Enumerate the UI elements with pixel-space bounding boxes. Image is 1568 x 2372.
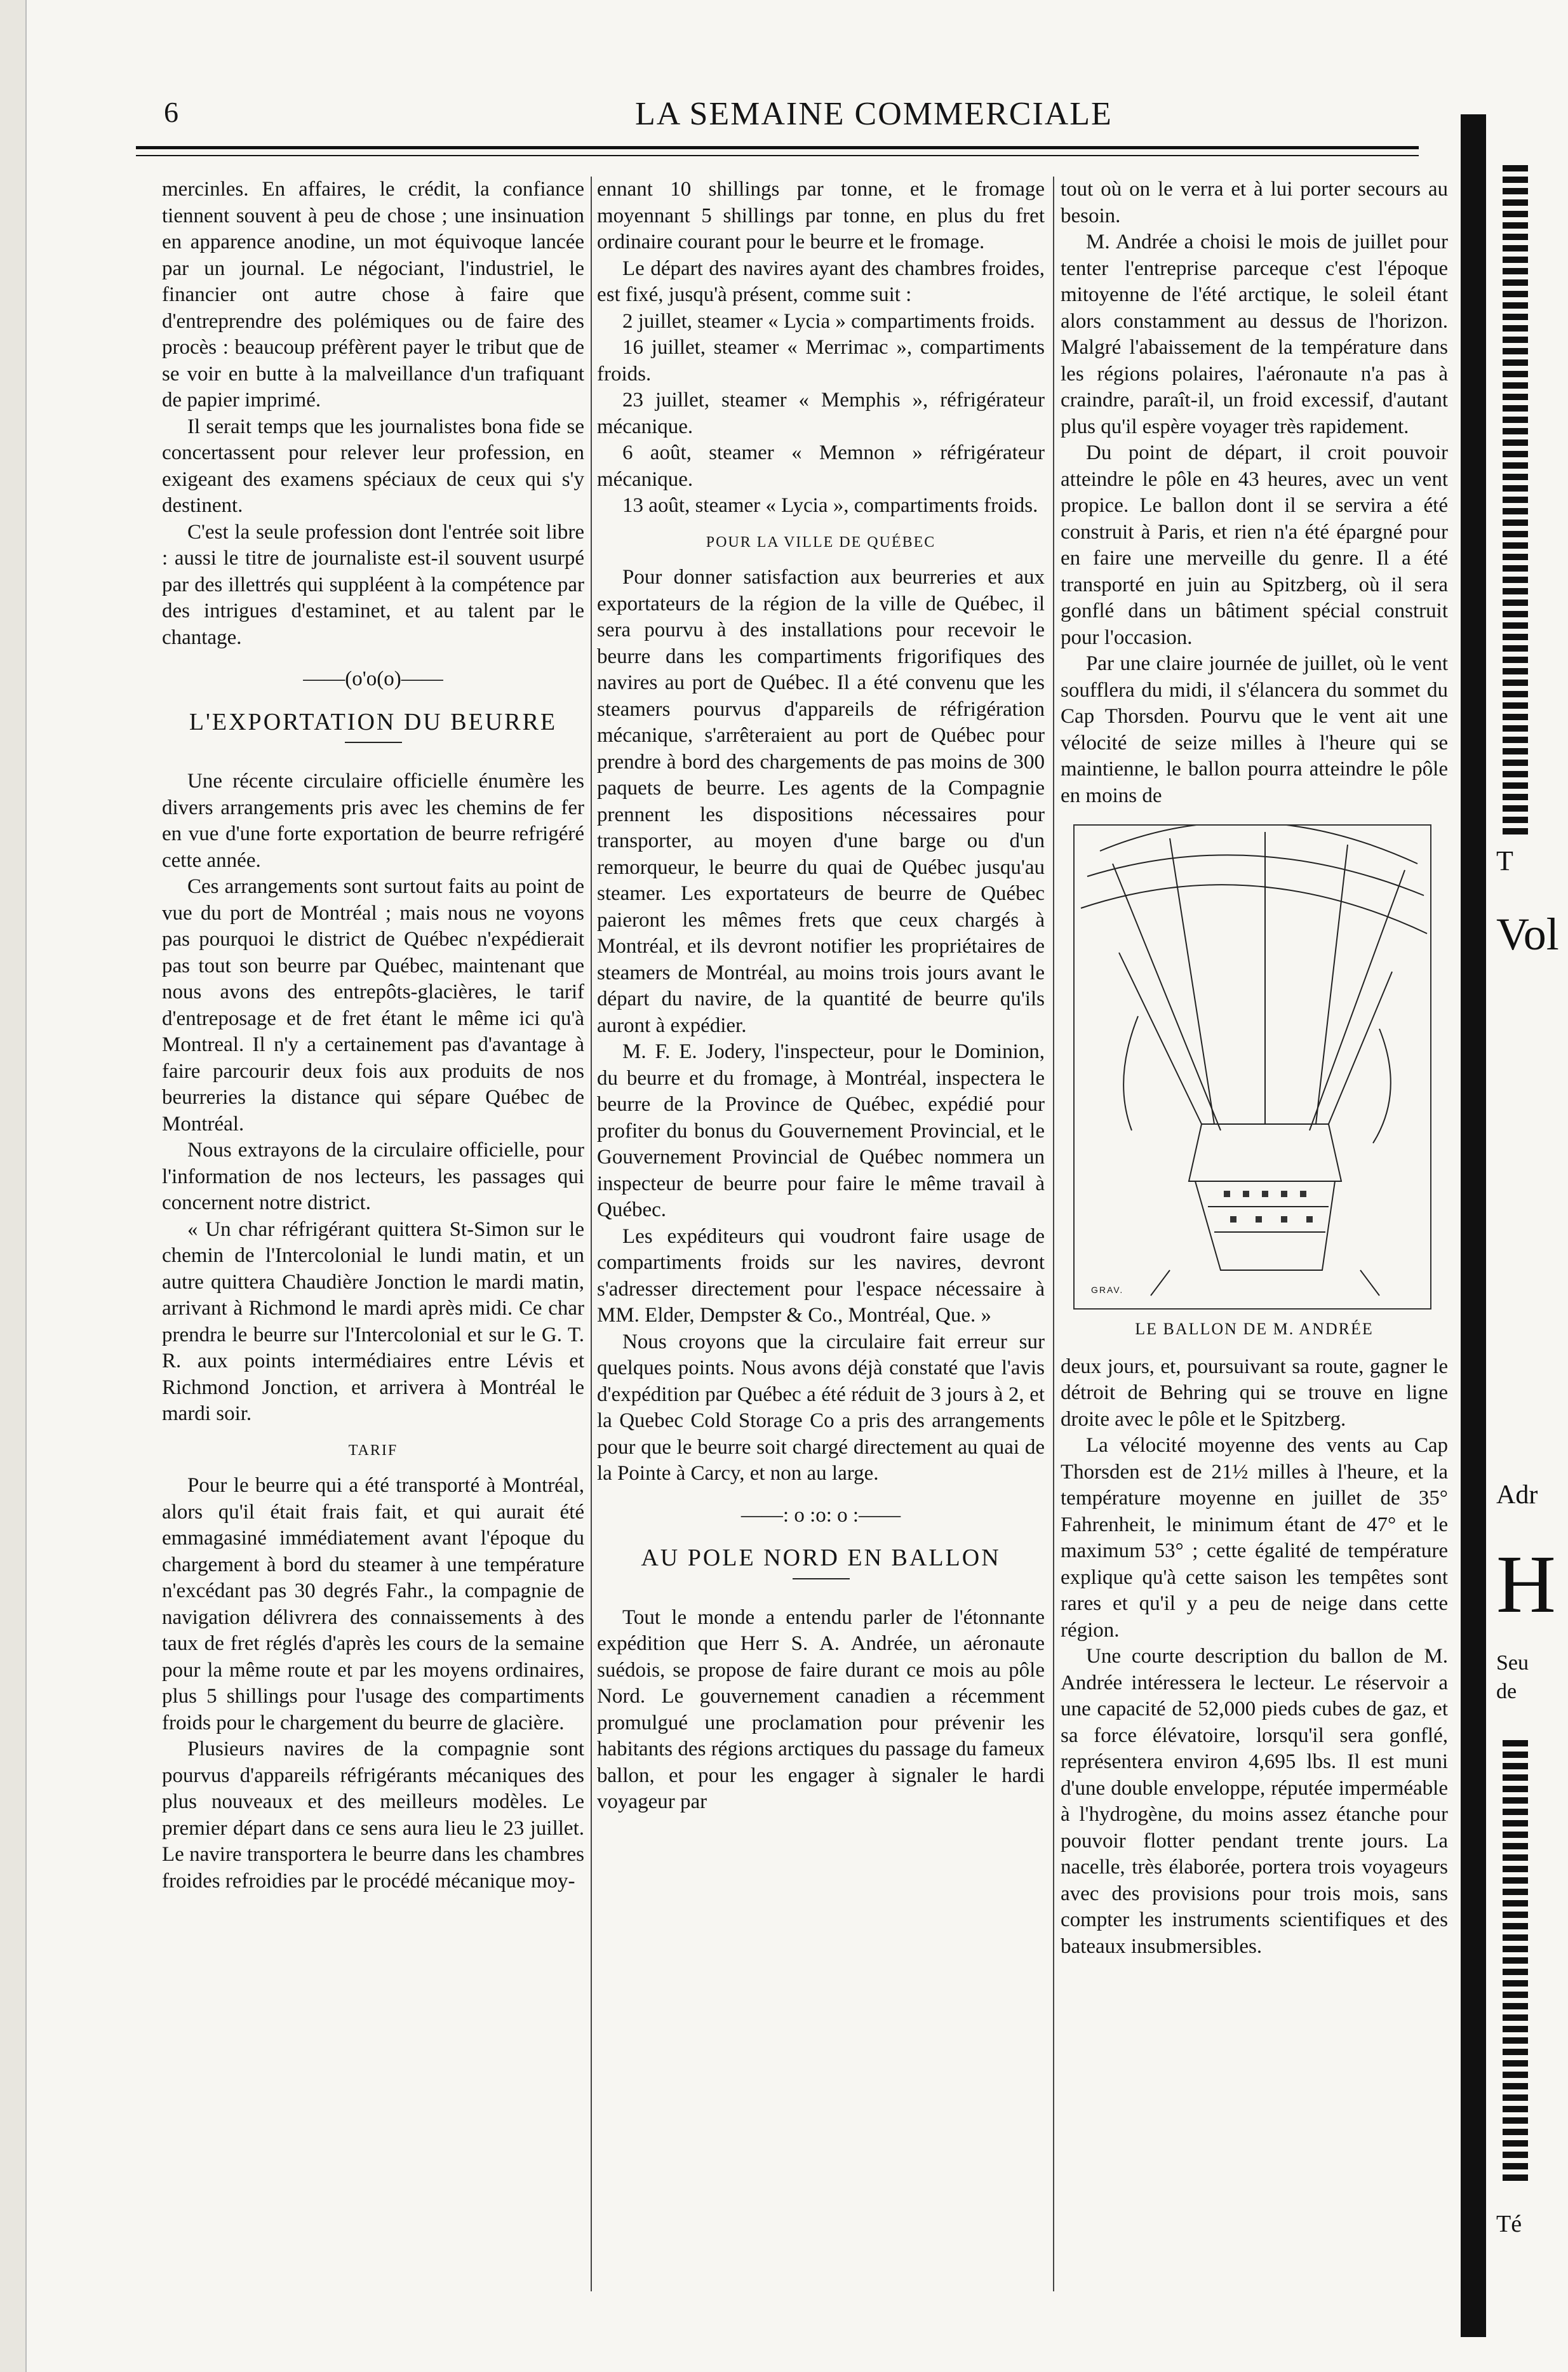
column-3: [1061, 177, 1448, 1960]
paragraph: Les expéditeurs qui voudront faire usage de compartiments froids sur les navires, devront s'adresser directement pour l'espace nécessaire à MM. Elder, Dempster & Co., Montréal, Que. »: [597, 1224, 1045, 1327]
header-rule: [136, 146, 1419, 149]
paragraph: Pour donner satisfaction aux beurreries et aux exportateurs de la région de la ville de Québec, il sera pourvu à des installations pour recevoir le beurre dans les compartiments frigorifiques des navires au port de Québec. Il a été convenu que les steamers pourvus d'appareils de réfrigération mécanique, s'arrêteraient au port de Québec pour prendre à bord des chargements de pas moins de 300 paquets de beurre. Les agents de la Compagnie prennent les dispositions nécessaires pour transporter, au moyen d'une barge ou d'un remorqueur, le beurre du quai de Québec jusqu'au steamer. Les exportateurs de beurre de Québec paieront les mêmes frets que ceux chargés à Montréal, et ils devront notifier les propriétaires de steamers de Montréal, au moins trois jours avant le départ du navire, de la quantité de beurre qu'ils auront à expédier.: [597, 566, 1045, 1037]
section-title: AU POLE NORD EN BALLON: [641, 1544, 1001, 1571]
paragraph: Pour le beurre qui a été transporté à Montréal, alors qu'il était frais fait, et qui aurait été emmagasiné immédiatement avant l'époque du chargement à bord du steamer à une température n'excédant pas 30 degrés Fahr., la compagnie de navigation délivrera des connaissements à des taux de fret réglés d'après les cours de la semaine pour la même route et par les moyens ordinaires, plus 5 shillings pour l'usage des compartiments froids pour le chargement du beurre de glacière.: [162, 1474, 584, 1734]
column-divider: [591, 177, 592, 2291]
paragraph: Nous croyons que la circulaire fait erreur sur quelques points. Nous avons déjà constaté que l'avis d'expédition par Québec a été réduit de 3 jours à 2, et la Quebec Cold Storage Co a pris des arrangements pour que le beurre soit chargé directement au quai de la Pointe à Carcy, et non au large.: [597, 1330, 1045, 1485]
page-number: 6: [164, 96, 178, 128]
paragraph: Une courte description du ballon de M. Andrée intéressera le lecteur. Le réservoir a une capacité de 52,000 pieds cubes de gaz, et sa force élévatoire, lorsqu'il sera gonflé, représentera environ 4,695 lbs. Il est muni d'une double enveloppe, réputée imperméable à l'hydrogène, du moins assez étanche pour pouvoir flotter pendant trente jours. La nacelle, très élaborée, portera trois voyageurs avec des provisions pour trois mois, sans compter les instruments scientifiques et des bateaux insubmersibles.: [1061, 1645, 1448, 1958]
paragraph: M. F. E. Jodery, l'inspecteur, pour le Dominion, du beurre et du fromage, à Montréal, inspectera le beurre de la Province de Québec, expédié pour profiter du bonus du Gouvernement Provincial, et le Gouvernement Provincial de Québec nommera un inspecteur de beurre pour faire le même travail à Québec.: [597, 1040, 1045, 1221]
paragraph: mercinles. En affaires, le crédit, la confiance tiennent souvent à peu de chose ; une insinuation en apparence anodine, un mot équivoque lancée par un journal. Le négociant, l'industriel, le financier ont autre chose à faire que d'entreprendre des polémiques ou de faire des procès : beaucoup préfèrent payer le tribut que de se voir en butte à la malveillance d'un trafiquant de papier imprimé.: [162, 178, 584, 412]
ornament-border: [1503, 1740, 1528, 2185]
balloon-drawing-icon: [1075, 826, 1430, 1308]
advertisement-strip: [1461, 114, 1568, 2337]
paragraph: tout où on le verra et à lui porter secours au besoin.: [1061, 178, 1448, 227]
column-1: [162, 177, 584, 1894]
illustration-signature: GRAV.: [1091, 1284, 1124, 1295]
paragraph: deux jours, et, poursuivant sa route, gagner le détroit de Behring qui se trouve en ligne droite avec le pôle et le Spitzberg.: [1061, 1355, 1448, 1431]
paragraph: « Un char réfrigérant quittera St-Simon sur le chemin de l'Intercolonial le lundi matin, et un autre quittera Chaudière Jonction le mardi matin, arrivant à Richmond le mardi après midi. Ce char prendra le beurre sur l'Intercolonial et sur le G. T. R. aux points intermédiaires entre Lévis et Richmond Jonction, et arrivera à Montréal le mardi soir.: [162, 1217, 584, 1425]
column-2: [597, 177, 1045, 1816]
paragraph: Une récente circulaire officielle énumère les divers arrangements pris avec les chemins de fer en vue d'une forte exportation de beurre refrigéré cette année.: [162, 770, 584, 872]
paragraph: C'est la seule profession dont l'entrée soit libre : aussi le titre de journaliste est-il souvent usurpé par des illettrés qui suppléent à la compétence par des intrigues d'estaminet, et au talent par le chantage.: [162, 520, 584, 649]
list-item: 2 juillet, steamer « Lycia » compartiments froids.: [622, 309, 1035, 333]
list-item: 23 juillet, steamer « Memphis », réfrigérateur mécanique.: [597, 389, 1045, 438]
separator: ——: o :o: o :——: [740, 1503, 901, 1527]
paragraph: Nous extrayons de la circulaire officielle, pour l'information de nos lecteurs, les passages qui concernent notre district.: [162, 1139, 584, 1214]
list-item: 6 août, steamer « Memnon » réfrigérateur mécanique.: [597, 441, 1045, 491]
title-rule: [345, 742, 402, 743]
advertisement-text: Té: [1496, 2211, 1522, 2237]
subsection-title: POUR LA VILLE DE QUÉBEC: [706, 533, 936, 551]
paragraph: Du point de départ, il croit pouvoir atteindre le pôle en 43 heures, avec un vent propice. Le ballon dont il se servira a été construit à Paris, et rien n'a été épargné pour en faire une merveille du genre. Il a été transporté en juin au Spitzberg, où il sera gonflé dans un bâtiment spécial construit pour l'occasion.: [1061, 441, 1448, 649]
separator: ——(o'o(o)——: [303, 667, 443, 690]
list-item: 16 juillet, steamer « Merrimac », compartiments froids.: [597, 336, 1045, 385]
advertisement-text: Vol: [1496, 909, 1559, 960]
ornament-border: [1503, 165, 1528, 838]
paragraph: Par une claire journée de juillet, où le vent soufflera du midi, il s'élancera du sommet du Cap Thorsden. Pourvu que le vent ait une vélocité de seize milles à l'heure qui se maintienne, le ballon pourra atteindre le pôle en moins de: [1061, 652, 1448, 807]
page-title: LA SEMAINE COMMERCIALE: [635, 96, 1113, 132]
balloon-illustration: [1073, 824, 1431, 1310]
paragraph: Tout le monde a entendu parler de l'étonnante expédition que Herr S. A. Andrée, un aéronaute suédois, se propose de faire durant ce mois au pôle Nord. Le gouvernement canadien a récemment promulgué une proclamation pour prévenir les habitants des régions arctiques du passage du fameux ballon, et pour les engager à signaler le hardi voyageur par: [597, 1605, 1045, 1813]
advertisement-text: T: [1496, 845, 1513, 876]
list-item: 13 août, steamer « Lycia », compartiments froids.: [622, 494, 1038, 517]
paragraph: Il serait temps que les journalistes bona fide se concertassent pour relever leur profession, en exigeant des examens spéciaux de ceux qui s'y destinent.: [162, 415, 584, 517]
advertisement-text: H: [1496, 1539, 1556, 1630]
section-title: L'EXPORTATION DU BEURRE: [189, 708, 558, 735]
paragraph: Ces arrangements sont surtout faits au point de vue du port de Montréal ; mais nous ne voyons pas pourquoi le district de Québec n'expédierait pas tout son beurre par Québec, maintenant que nous avons des entrepôts-glacières, le tarif d'entreposage et de fret étant le même ici qu'à Montreal. Il n'y a certainement pas d'avantage à faire parcourir deux fois aux produits de nos beurreries la distance qui sépare Québec de Montréal.: [162, 875, 584, 1136]
advertisement-text: Seu: [1496, 1651, 1529, 1675]
advertisement-text: Adr: [1496, 1480, 1538, 1510]
advertisement-text: de: [1496, 1680, 1517, 1703]
page-header: [0, 0, 1568, 165]
paragraph: La vélocité moyenne des vents au Cap Thorsden est de 21½ milles à l'heure, et la température moyenne en juillet de 35° Fahrenheit, le minimum étant de 47° et le maximum 53° ; cette égalité de température explique qu'à cette saison les tempêtes sont rares et qu'il y a peu de neige dans cette région.: [1061, 1434, 1448, 1642]
paragraph: ennant 10 shillings par tonne, et le fromage moyennant 5 shillings par tonne, en plus du fret ordinaire courant pour le beurre et le fromage.: [597, 178, 1045, 253]
paragraph: Le départ des navires ayant des chambres froides, est fixé, jusqu'à présent, comme suit :: [597, 257, 1045, 306]
subsection-title: TARIF: [348, 1442, 398, 1459]
advertisement-border: [1464, 114, 1486, 2337]
paragraph: M. Andrée a choisi le mois de juillet pour tenter l'entreprise parceque c'est l'époque mitoyenne de l'été arctique, le soleil étant alors constamment au dessus de l'horizon. Malgré l'abaissement de la température dans les régions polaires, l'aéronaute n'a pas à craindre, paraît-il, un froid excessif, d'autant plus qu'il espère voyager très rapidement.: [1061, 231, 1448, 438]
paragraph: Plusieurs navires de la compagnie sont pourvus d'appareils réfrigérants mécaniques des plus nouveaux et des meilleurs modèles. Le premier départ dans ce sens aura lieu le 23 juillet. Le navire transportera le beurre dans les chambres froides refroidies par le procédé mécanique moy-: [162, 1738, 584, 1893]
page-left-margin: [0, 0, 27, 2372]
header-rule-thin: [136, 155, 1419, 156]
illustration-caption: LE BALLON DE M. ANDRÉE: [1135, 1320, 1374, 1338]
title-rule: [793, 1578, 850, 1579]
column-divider: [1053, 177, 1054, 2291]
